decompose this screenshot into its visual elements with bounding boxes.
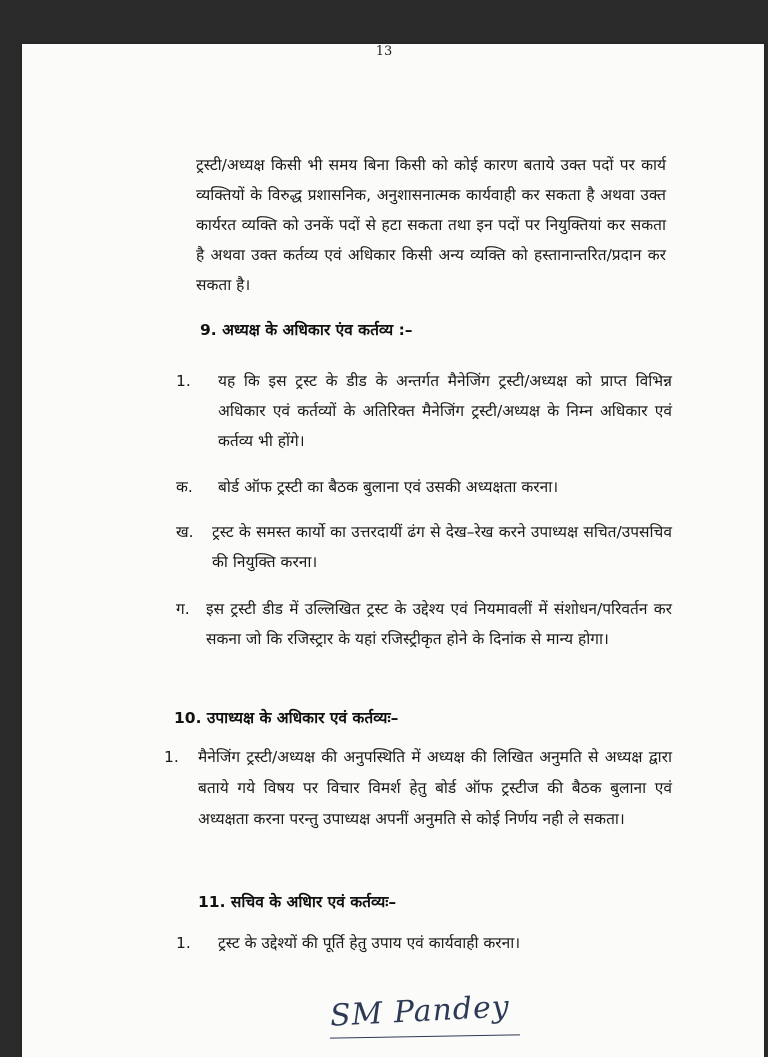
item-marker: 1. (176, 372, 191, 390)
item-text: यह कि इस ट्रस्ट के डीड के अन्तर्गत मैनेजिंग ट्रस्टी/अध्यक्ष को प्राप्त विभिन्न अधिकार एवं कर्तव्यों के अतिरिक्त मैनेजिंग ट्रस्टी/अध्यक्ष के निम्न अधिकार एवं कर्तव्य भी होंगे। (218, 372, 672, 450)
item-text: मैनेजिंग ट्रस्टी/अध्यक्ष की अनुपस्थिति में अध्यक्ष की लिखित अनुमति से अध्यक्ष द्वारा बताये गये विषय पर विचार विमर्श हेतु बोर्ड ऑफ ट्रस्टीज की बैठक बुलाना एवं अध्यक्षता करना परन्तु उपाध्यक्ष अपनीं अनुमति से कोई निर्णय नही ले सकता। (198, 748, 672, 828)
signature: SM Pandey (329, 989, 511, 1034)
section-11-item-1 (176, 928, 672, 958)
section-10-item-1 (164, 742, 672, 862)
section-9-item-ga (176, 594, 672, 684)
item-marker: ग. (176, 600, 190, 618)
section-11-heading: 11. सचिव के अधिार एवं कर्तव्यः– (198, 893, 397, 911)
item-text: ट्रस्ट के उद्देश्यों की पूर्ति हेतु उपाय एवं कार्यवाही करना। (218, 934, 521, 952)
item-marker: ख. (176, 523, 194, 541)
page-number: 13 (375, 44, 393, 59)
item-marker: 1. (164, 748, 179, 766)
item-text: इस ट्रस्टी डीड में उल्लिखित ट्रस्ट के उद्देश्य एवं नियमावलीं में संशोधन/परिवर्तन कर सकना जो कि रजिस्ट्रार के यहां रजिस्ट्रीकृत होने के दिनांक से मान्य होगा। (206, 600, 672, 648)
item-marker: क. (176, 478, 193, 496)
item-marker: 1. (176, 934, 191, 952)
section-9-heading: 9. अध्यक्ष के अधिकार एंव कर्तव्य :– (200, 321, 413, 339)
section-10-heading: 10. उपाध्यक्ष के अधिकार एवं कर्तव्यः– (174, 709, 399, 727)
intro-paragraph: ट्रस्टी/अध्यक्ष किसी भी समय बिना किसी को कोई कारण बताये उक्त पदों पर कार्य व्यक्तियों के विरुद्ध प्रशासनिक, अनुशासनात्मक कार्यवाही कर सकता है अथवा उक्त कार्यरत व्यक्ति को उनकें पदों से हटा सकता तथा इन पदों पर नियुक्तियां कर सकता है अथवा उक्त कर्तव्य एवं अधिकार किसी अन्य व्यक्ति को हस्तानान्तरित/प्रदान कर सकता है। (196, 156, 666, 294)
item-text: बोर्ड ऑफ ट्रस्टी का बैठक बुलाना एवं उसकी अध्यक्षता करना। (218, 478, 559, 496)
section-9-item-kha (176, 517, 672, 577)
section-9-item-1 (176, 366, 672, 456)
item-text: ट्रस्ट के समस्त कार्यो का उत्तरदायीं ढंग से देख–रेख करने उपाध्यक्ष सचित/उपसचिव की नियुक्ति करना। (212, 523, 672, 571)
section-9-item-ka (176, 472, 672, 502)
